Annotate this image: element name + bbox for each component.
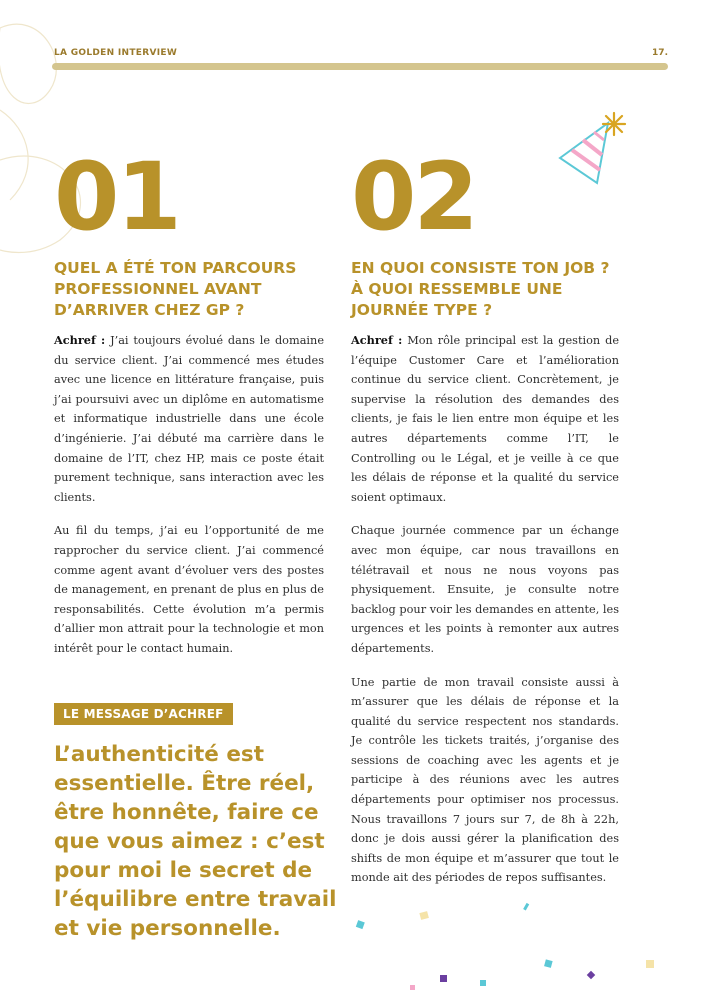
answer-paragraph: Au fil du temps, j’ai eu l’opportunité de me rapprocher du service client. J’ai commencé comme agent avant d’évoluer vers des postes de management, en prenant de plus en plus de responsabilités. Cette évolution m’a permis d’allier mon attrait pour la technologie et mon intérêt pour le contact humain. (54, 524, 324, 655)
answer-text (54, 331, 324, 659)
question-heading: EN QUOI CONSISTE TON JOB ? À QUOI RESSEMBLE UNE JOURNÉE TYPE ? (351, 259, 610, 319)
line-art-flourish-3 (0, 110, 28, 200)
answer-paragraph: Chaque journée commence par un échange avec mon équipe, car nous travaillons en télétravail et nous ne nous voyons pas physiquement. Ensuite, je consulte notre backlog pour voir les demandes en attente, les urgences et les points à remonter aux autres départements. (351, 524, 619, 655)
confetti-icon (356, 903, 654, 990)
message-label-badge: LE MESSAGE D’ACHREF (54, 703, 233, 725)
line-art-flourish (0, 24, 56, 103)
question-number: 02 (351, 143, 476, 252)
header-rule (52, 63, 668, 70)
question-block-1 (54, 143, 325, 659)
question-heading: QUEL A ÉTÉ TON PARCOURS PROFESSIONNEL AVANT D’ARRIVER CHEZ GP ? (54, 259, 297, 319)
page-number: 17. (652, 48, 668, 58)
page-header (54, 48, 668, 62)
answer-paragraph: Une partie de mon travail consiste aussi à m’assurer que les délais de réponse et la qualité du service respectent nos standards. Je contrôle les tickets traités, j’organise des sessions de coaching avec les agents et je participe à des réunions avec les autres départements pour optimiser nos processus. Nous travaillons 7 jours sur 7, de 8h à 22h, donc je dois aussi gérer la planification des shifts de mon équipe et m’assurer que tout le monde ait des périodes de repos suffisantes. (351, 675, 619, 885)
magazine-title: LA GOLDEN INTERVIEW (54, 48, 178, 58)
question-block-2 (351, 143, 620, 888)
answer-paragraph: Achref : Mon rôle principal est la gestion de l’équipe Customer Care et l’amélioration continue du service client. Concrètement, je supervise la résolution des demandes des clients, je fais le lien entre mon équipe et les autres départements comme l’IT, le Controlling ou le Légal, et je veille à ce que les délais de réponse et la qualité du service soient optimaux. (351, 333, 620, 504)
speaker-name: Achref : (54, 333, 106, 347)
question-number: 01 (54, 143, 179, 252)
answer-paragraph: Achref : J’ai toujours évolué dans le domaine du service client. J’ai commencé mes études avec une licence en littérature française, puis j’ai poursuivi avec un diplôme en automatisme et informatique industrielle dans une école d’ingénierie. J’ai débuté ma carrière dans le domaine de l’IT, chez HP, mais ce poste était purement technique, sans interaction avec les clients. (54, 333, 325, 504)
speaker-name: Achref : (351, 333, 403, 347)
pull-quote: L’authenticité est essentielle. Être réel, être honnête, faire ce que vous aimez : c’est pour moi le secret de l’équilibre entre travail et vie personnelle. (54, 742, 337, 941)
answer-text (351, 331, 619, 888)
